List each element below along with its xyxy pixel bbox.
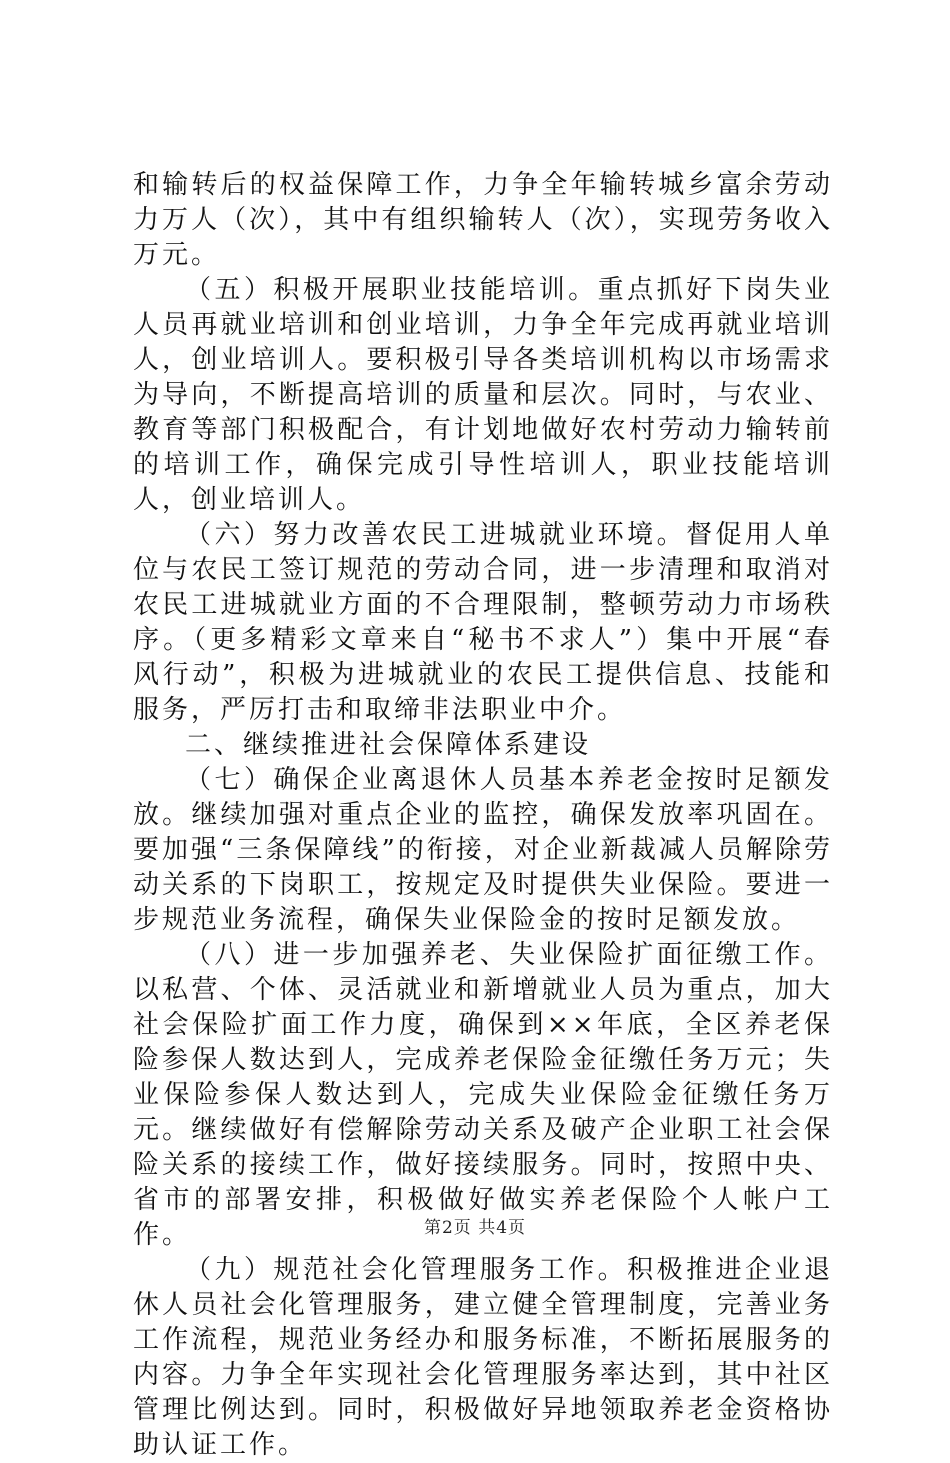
paragraph-socialized-management: （九）规范社会化管理服务工作。积极推进企业退休人员社会化管理服务，建立健全管理制度，完善业务工作流程，规范业务经办和服务标准，不断拓展服务的内容。力争全年实现社会化管理服务率达到，其中社区管理比例达到。同时，积极做好异地领取养老金资格协助认证工作。: [133, 1255, 833, 1460]
paragraph-vocational-training: （五）积极开展职业技能培训。重点抓好下岗失业人员再就业培训和创业培训，力争全年完成再就业培训人，创业培训人。要积极引导各类培训机构以市场需求为导向，不断提高培训的质量和层次。同时，与农业、教育等部门积极配合，有计划地做好农村劳动力输转前的培训工作，确保完成引导性培训人，职业技能培训人，创业培训人。: [133, 275, 833, 515]
section-heading-social-security: 二、继续推进社会保障体系建设: [185, 730, 592, 760]
paragraph-insurance-expansion: （八）进一步加强养老、失业保险扩面征缴工作。以私营、个体、灵活就业和新增就业人员为重点，加大社会保险扩面工作力度，确保到××年底，全区养老保险参保人数达到人，完成养老保险金征缴任务万元；失业保险参保人数达到人，完成失业保险金征缴任务万元。继续做好有偿解除劳动关系及破产企业职工社会保险关系的接续工作，做好接续服务。同时，按照中央、省市的部署安排，积极做好做实养老保险个人帐户工作。: [133, 940, 833, 1250]
page-number-footer: 第2页 共4页: [423, 1218, 527, 1238]
paragraph-migrant-workers: （六）努力改善农民工进城就业环境。督促用人单位与农民工签订规范的劳动合同，进一步清理和取消对农民工进城就业方面的不合理限制，整顿劳动力市场秩序。（更多精彩文章来自“秘书不求人”）集中开展“春风行动”，积极为进城就业的农民工提供信息、技能和服务，严厉打击和取缔非法职业中介。: [133, 520, 833, 725]
paragraph-continued: 和输转后的权益保障工作，力争全年输转城乡富余劳动力万人（次），其中有组织输转人（次），实现劳务收入万元。: [133, 170, 833, 270]
document-body: [133, 168, 833, 1463]
paragraph-pension-payment: （七）确保企业离退休人员基本养老金按时足额发放。继续加强对重点企业的监控，确保发放率巩固在。要加强“三条保障线”的衔接，对企业新裁减人员解除劳动关系的下岗职工，按规定及时提供失业保险。要进一步规范业务流程，确保失业保险金的按时足额发放。: [133, 765, 833, 935]
